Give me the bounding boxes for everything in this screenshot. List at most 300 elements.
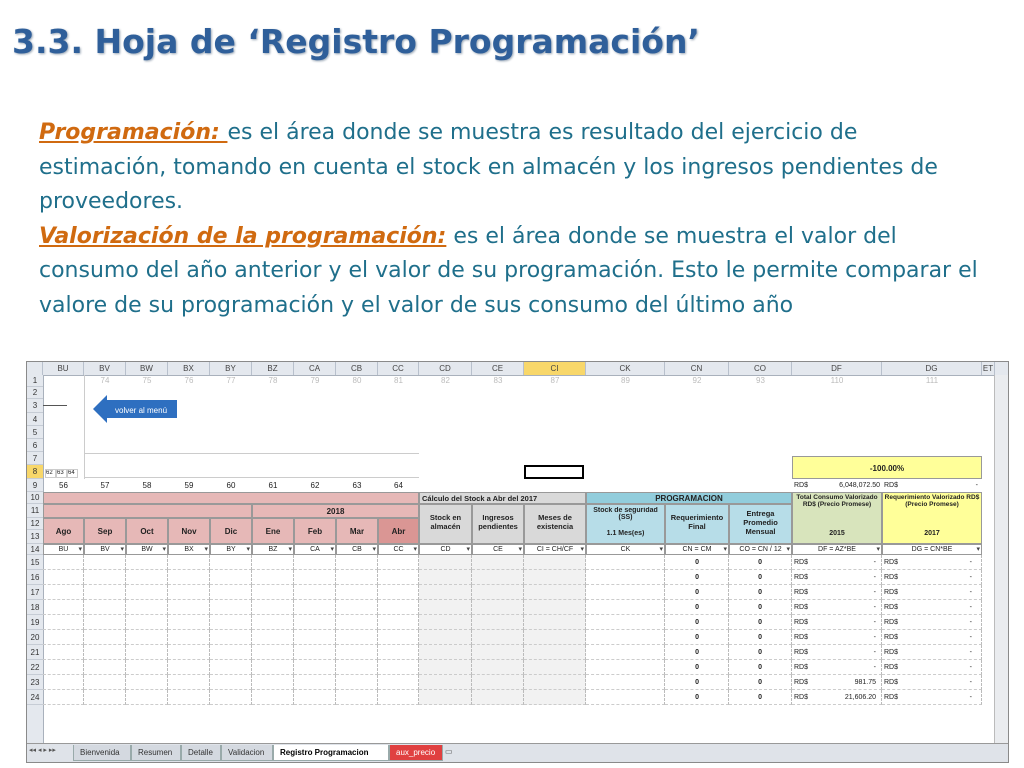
data-cell[interactable] bbox=[126, 600, 168, 615]
month-header-dic: Dic bbox=[210, 518, 252, 544]
data-cell[interactable] bbox=[126, 690, 168, 705]
data-cell[interactable] bbox=[43, 675, 84, 690]
rd-label: RD$ bbox=[794, 559, 809, 566]
requerimiento-final-header: Requerimiento Final bbox=[665, 504, 729, 544]
sheet-tabs[interactable] bbox=[27, 743, 1008, 763]
data-cell[interactable] bbox=[84, 555, 126, 570]
data-cell[interactable] bbox=[336, 585, 378, 600]
stock-seguridad-label: Stock de seguridad (SS) bbox=[593, 507, 658, 521]
data-cell[interactable] bbox=[294, 570, 336, 585]
data-cell[interactable] bbox=[210, 690, 252, 705]
row-header-21[interactable]: 21 bbox=[27, 645, 43, 660]
data-cell[interactable] bbox=[419, 615, 472, 630]
mini-label: 64 bbox=[67, 469, 78, 478]
text-programacion: es el área donde se muestra es resultado del ejercicio de estimación, tomando en cuenta el stock en almacén y los ingresos pendientes de proveedores. bbox=[39, 120, 938, 214]
data-cell[interactable] bbox=[252, 645, 294, 660]
data-cell[interactable] bbox=[419, 660, 472, 675]
row-header-19[interactable]: 19 bbox=[27, 615, 43, 630]
data-cell[interactable] bbox=[210, 630, 252, 645]
month-header-feb: Feb bbox=[294, 518, 336, 544]
data-cell[interactable] bbox=[84, 615, 126, 630]
row-header-3[interactable]: 3 bbox=[27, 399, 43, 413]
filter-cell[interactable]: BX ▾ bbox=[168, 544, 210, 555]
data-cell[interactable] bbox=[84, 570, 126, 585]
data-cell[interactable] bbox=[524, 630, 586, 645]
df-value: - bbox=[873, 649, 876, 656]
data-cell[interactable] bbox=[43, 645, 84, 660]
co-value: 0 bbox=[758, 559, 762, 566]
meses-existencia-header: Meses de existencia bbox=[524, 504, 586, 544]
row9-value: 64 bbox=[394, 481, 403, 490]
cn-value: 0 bbox=[695, 574, 699, 581]
data-cell[interactable] bbox=[336, 675, 378, 690]
filter-cell[interactable]: CC ▾ bbox=[378, 544, 419, 555]
data-cell[interactable] bbox=[524, 645, 586, 660]
data-cell[interactable] bbox=[336, 600, 378, 615]
column-header-ca[interactable]: CA bbox=[294, 362, 336, 375]
cn-value: 0 bbox=[695, 664, 699, 671]
filter-cell[interactable]: BV ▾ bbox=[84, 544, 126, 555]
month-header-ene: Ene bbox=[252, 518, 294, 544]
data-cell[interactable] bbox=[252, 690, 294, 705]
row9-value: 57 bbox=[100, 481, 110, 490]
filter-cell[interactable]: CI = CH/CF ▾ bbox=[524, 544, 586, 555]
df-value: 21,606.20 bbox=[844, 694, 876, 701]
data-cell[interactable] bbox=[336, 555, 378, 570]
row-header-5[interactable]: 5 bbox=[27, 426, 43, 439]
data-cell[interactable] bbox=[252, 675, 294, 690]
row9-value: 63 bbox=[352, 481, 362, 490]
cn-value: 0 bbox=[695, 679, 699, 686]
rd-dash: - bbox=[975, 482, 978, 489]
column-header-ck[interactable]: CK bbox=[586, 362, 665, 375]
rd-label: RD$ bbox=[794, 604, 809, 611]
column-header-by[interactable]: BY bbox=[210, 362, 252, 375]
column-number: 111 bbox=[925, 376, 939, 385]
column-number: 79 bbox=[310, 376, 320, 385]
data-cell[interactable] bbox=[294, 645, 336, 660]
row-header-11[interactable]: 11 bbox=[27, 504, 43, 518]
data-cell[interactable] bbox=[126, 675, 168, 690]
rd-label: RD$ bbox=[884, 482, 899, 489]
term-valorizacion: Valorización de la programación: bbox=[39, 223, 447, 249]
column-header-bv[interactable]: BV bbox=[84, 362, 126, 375]
df-value: 981.75 bbox=[854, 679, 876, 686]
data-cell[interactable] bbox=[43, 585, 84, 600]
data-cell[interactable] bbox=[43, 660, 84, 675]
column-number: 74 bbox=[100, 376, 110, 385]
data-cell[interactable] bbox=[524, 585, 586, 600]
column-header-bz[interactable]: BZ bbox=[252, 362, 294, 375]
row9-value: 60 bbox=[226, 481, 236, 490]
cn-value: 0 bbox=[695, 694, 699, 701]
data-cell[interactable] bbox=[419, 600, 472, 615]
sheet-tab-validacion[interactable]: Validacion bbox=[221, 745, 273, 761]
data-cell[interactable] bbox=[419, 585, 472, 600]
data-cell[interactable] bbox=[472, 615, 524, 630]
column-number: 77 bbox=[226, 376, 236, 385]
data-cell[interactable] bbox=[252, 555, 294, 570]
data-cell[interactable] bbox=[378, 585, 419, 600]
data-cell[interactable] bbox=[472, 690, 524, 705]
row-header-22[interactable]: 22 bbox=[27, 660, 43, 675]
data-cell[interactable] bbox=[84, 690, 126, 705]
data-cell[interactable] bbox=[252, 570, 294, 585]
data-cell[interactable] bbox=[84, 675, 126, 690]
rd-label: RD$ bbox=[884, 634, 899, 641]
data-cell[interactable] bbox=[472, 585, 524, 600]
column-header-bw[interactable]: BW bbox=[126, 362, 168, 375]
data-cell[interactable] bbox=[126, 570, 168, 585]
row-header-7[interactable]: 7 bbox=[27, 452, 43, 465]
column-number: 75 bbox=[142, 376, 152, 385]
row-header-16[interactable]: 16 bbox=[27, 570, 43, 585]
filter-cell[interactable]: BZ ▾ bbox=[252, 544, 294, 555]
row-header-4[interactable]: 4 bbox=[27, 413, 43, 426]
data-cell[interactable] bbox=[43, 690, 84, 705]
sheet-tab-aux_precio[interactable]: aux_precio bbox=[389, 745, 443, 761]
data-cell[interactable] bbox=[168, 615, 210, 630]
data-cell[interactable] bbox=[586, 630, 665, 645]
row-header-10[interactable]: 10 bbox=[27, 492, 43, 504]
data-cell[interactable] bbox=[210, 600, 252, 615]
data-cell[interactable] bbox=[336, 690, 378, 705]
data-cell[interactable] bbox=[586, 645, 665, 660]
rd-label: RD$ bbox=[884, 694, 899, 701]
mini-label: 63 bbox=[56, 469, 67, 478]
data-cell[interactable] bbox=[419, 555, 472, 570]
data-cell[interactable] bbox=[168, 555, 210, 570]
data-cell[interactable] bbox=[586, 660, 665, 675]
filter-cell[interactable]: CO = CN / 12 ▾ bbox=[729, 544, 792, 555]
slide-body bbox=[39, 116, 979, 323]
rd-label: RD$ bbox=[794, 694, 809, 701]
data-cell[interactable] bbox=[378, 660, 419, 675]
selected-cell[interactable] bbox=[524, 465, 584, 479]
programacion-title: PROGRAMACION bbox=[586, 492, 792, 504]
total-consumo-year: 2015 bbox=[829, 530, 845, 537]
data-cell[interactable] bbox=[419, 690, 472, 705]
cn-value: 0 bbox=[695, 589, 699, 596]
year-2018: 2018 bbox=[252, 504, 419, 518]
data-cell[interactable] bbox=[524, 690, 586, 705]
column-number: 80 bbox=[352, 376, 362, 385]
data-cell[interactable] bbox=[586, 615, 665, 630]
filter-cell[interactable]: CB ▾ bbox=[336, 544, 378, 555]
spreadsheet[interactable] bbox=[26, 361, 1009, 763]
co-value: 0 bbox=[758, 634, 762, 641]
column-header-et[interactable]: ET bbox=[982, 364, 994, 373]
data-cell[interactable] bbox=[336, 570, 378, 585]
data-cell[interactable] bbox=[210, 645, 252, 660]
tab-nav-arrows[interactable]: ◂◂ ◂ ▸ ▸▸ bbox=[29, 747, 56, 754]
column-number: 81 bbox=[394, 376, 403, 385]
dg-value: - bbox=[969, 664, 972, 671]
data-cell[interactable] bbox=[524, 675, 586, 690]
sheet-tab-resumen[interactable]: Resumen bbox=[131, 745, 181, 761]
cn-value: 0 bbox=[695, 604, 699, 611]
column-header-ci[interactable]: CI bbox=[524, 362, 586, 375]
rd-label: RD$ bbox=[884, 589, 899, 596]
column-number: 87 bbox=[550, 376, 560, 385]
data-cell[interactable] bbox=[168, 600, 210, 615]
df-value: - bbox=[873, 604, 876, 611]
row-header-9[interactable]: 9 bbox=[27, 479, 43, 492]
data-cell[interactable] bbox=[378, 555, 419, 570]
filter-cell[interactable]: BU ▾ bbox=[43, 544, 84, 555]
data-cell[interactable] bbox=[84, 645, 126, 660]
row-header-8[interactable]: 8 bbox=[27, 465, 43, 479]
data-cell[interactable] bbox=[252, 630, 294, 645]
column-header-bu[interactable]: BU bbox=[43, 362, 84, 375]
data-cell[interactable] bbox=[472, 555, 524, 570]
data-cell[interactable] bbox=[84, 660, 126, 675]
data-cell[interactable] bbox=[168, 630, 210, 645]
data-cell[interactable] bbox=[168, 660, 210, 675]
filter-cell[interactable]: CD ▾ bbox=[419, 544, 472, 555]
data-cell[interactable] bbox=[252, 660, 294, 675]
data-cell[interactable] bbox=[378, 645, 419, 660]
data-cell[interactable] bbox=[294, 555, 336, 570]
dg-value: - bbox=[969, 619, 972, 626]
month-header-nov: Nov bbox=[168, 518, 210, 544]
rd-total: 6,048,072.50 bbox=[839, 482, 880, 489]
data-cell[interactable] bbox=[43, 570, 84, 585]
back-button-label[interactable]: volver al menú bbox=[115, 406, 168, 415]
sheet-tab-detalle[interactable]: Detalle bbox=[181, 745, 221, 761]
column-number: 82 bbox=[441, 376, 450, 385]
filter-cell[interactable]: DF = AZ*BE ▾ bbox=[792, 544, 882, 555]
stock-seguridad-sub: 1.1 Mes(es) bbox=[606, 530, 645, 537]
column-number: 78 bbox=[268, 376, 278, 385]
data-cell[interactable] bbox=[378, 600, 419, 615]
data-cell[interactable] bbox=[294, 660, 336, 675]
data-cell[interactable] bbox=[524, 600, 586, 615]
data-cell[interactable] bbox=[252, 615, 294, 630]
data-cell[interactable] bbox=[378, 570, 419, 585]
data-cell[interactable] bbox=[336, 645, 378, 660]
guide-line bbox=[43, 405, 67, 406]
column-header-cn[interactable]: CN bbox=[665, 362, 729, 375]
slide-title: 3.3. Hoja de ‘Registro Programación’ bbox=[12, 22, 700, 61]
co-value: 0 bbox=[758, 694, 762, 701]
sheet-tab-registro-programacion[interactable]: Registro Programacion bbox=[273, 745, 389, 761]
df-value: - bbox=[873, 619, 876, 626]
data-cell[interactable] bbox=[84, 585, 126, 600]
row-header-13[interactable]: 13 bbox=[27, 530, 43, 544]
cn-value: 0 bbox=[695, 619, 699, 626]
data-cell[interactable] bbox=[419, 570, 472, 585]
data-cell[interactable] bbox=[168, 585, 210, 600]
filter-cell[interactable]: CN = CM ▾ bbox=[665, 544, 729, 555]
data-cell[interactable] bbox=[294, 690, 336, 705]
row-header-15[interactable]: 15 bbox=[27, 555, 43, 570]
row-header-18[interactable]: 18 bbox=[27, 600, 43, 615]
data-cell[interactable] bbox=[419, 630, 472, 645]
data-cell[interactable] bbox=[294, 615, 336, 630]
data-cell[interactable] bbox=[210, 555, 252, 570]
month-header-mar: Mar bbox=[336, 518, 378, 544]
column-headers bbox=[27, 362, 1008, 376]
data-cell[interactable] bbox=[524, 570, 586, 585]
month-header-ago: Ago bbox=[43, 518, 84, 544]
rd-label: RD$ bbox=[884, 559, 899, 566]
data-cell[interactable] bbox=[43, 600, 84, 615]
rd-label: RD$ bbox=[884, 679, 899, 686]
row-header-20[interactable]: 20 bbox=[27, 630, 43, 645]
co-value: 0 bbox=[758, 619, 762, 626]
row9-value: 56 bbox=[59, 481, 68, 490]
data-cell[interactable] bbox=[294, 630, 336, 645]
column-number: 76 bbox=[184, 376, 194, 385]
data-cell[interactable] bbox=[524, 660, 586, 675]
column-header-cd[interactable]: CD bbox=[419, 362, 472, 375]
data-cell[interactable] bbox=[472, 630, 524, 645]
rd-label: RD$ bbox=[884, 664, 899, 671]
data-cell[interactable] bbox=[524, 615, 586, 630]
filter-cell[interactable]: CK ▾ bbox=[586, 544, 665, 555]
data-cell[interactable] bbox=[43, 615, 84, 630]
rd-label: RD$ bbox=[794, 482, 809, 489]
data-cell[interactable] bbox=[126, 585, 168, 600]
data-cell[interactable] bbox=[252, 600, 294, 615]
data-cell[interactable] bbox=[378, 690, 419, 705]
data-cell[interactable] bbox=[168, 570, 210, 585]
dg-value: - bbox=[969, 559, 972, 566]
filter-cell[interactable]: BW ▾ bbox=[126, 544, 168, 555]
data-cell[interactable] bbox=[126, 615, 168, 630]
data-cell[interactable] bbox=[126, 645, 168, 660]
data-cell[interactable] bbox=[472, 570, 524, 585]
month-header-sep: Sep bbox=[84, 518, 126, 544]
row-header-2[interactable]: 2 bbox=[27, 387, 43, 399]
column-number: 110 bbox=[830, 376, 844, 385]
data-cell[interactable] bbox=[336, 630, 378, 645]
rd-label: RD$ bbox=[884, 604, 899, 611]
co-value: 0 bbox=[758, 664, 762, 671]
data-cell[interactable] bbox=[294, 675, 336, 690]
rd-label: RD$ bbox=[794, 679, 809, 686]
data-cell[interactable] bbox=[210, 570, 252, 585]
column-number: 89 bbox=[621, 376, 630, 385]
sheet-tab-bienvenida[interactable]: Bienvenida bbox=[73, 745, 131, 761]
data-cell[interactable] bbox=[336, 615, 378, 630]
data-cell[interactable] bbox=[126, 660, 168, 675]
data-cell[interactable] bbox=[168, 675, 210, 690]
filter-cell[interactable]: BY ▾ bbox=[210, 544, 252, 555]
vertical-scrollbar[interactable] bbox=[994, 375, 1008, 743]
cn-value: 0 bbox=[695, 649, 699, 656]
data-cell[interactable] bbox=[43, 555, 84, 570]
data-cell[interactable] bbox=[378, 615, 419, 630]
row-header-23[interactable]: 23 bbox=[27, 675, 43, 690]
co-value: 0 bbox=[758, 589, 762, 596]
column-header-dg[interactable]: DG bbox=[882, 362, 982, 375]
cn-value: 0 bbox=[695, 559, 699, 566]
data-cell[interactable] bbox=[43, 630, 84, 645]
data-cell[interactable] bbox=[84, 630, 126, 645]
data-cell[interactable] bbox=[210, 660, 252, 675]
guide-line bbox=[84, 477, 419, 478]
column-header-co[interactable]: CO bbox=[729, 362, 792, 375]
data-cell[interactable] bbox=[84, 600, 126, 615]
column-header-cb[interactable]: CB bbox=[336, 362, 378, 375]
column-header-df[interactable]: DF bbox=[792, 362, 882, 375]
data-cell[interactable] bbox=[168, 690, 210, 705]
data-cell[interactable] bbox=[126, 555, 168, 570]
data-cell[interactable] bbox=[210, 615, 252, 630]
row-header-6[interactable]: 6 bbox=[27, 439, 43, 452]
paragraph-valorizacion bbox=[39, 220, 979, 324]
column-header-bx[interactable]: BX bbox=[168, 362, 210, 375]
month-header-oct: Oct bbox=[126, 518, 168, 544]
data-cell[interactable] bbox=[586, 570, 665, 585]
rd-label: RD$ bbox=[794, 649, 809, 656]
data-cell[interactable] bbox=[378, 630, 419, 645]
data-cell[interactable] bbox=[210, 585, 252, 600]
data-cell[interactable] bbox=[336, 660, 378, 675]
data-cell[interactable] bbox=[524, 555, 586, 570]
data-cell[interactable] bbox=[294, 600, 336, 615]
column-header-cc[interactable]: CC bbox=[378, 362, 419, 375]
data-cell[interactable] bbox=[472, 645, 524, 660]
data-cell[interactable] bbox=[419, 675, 472, 690]
row-header-24[interactable]: 24 bbox=[27, 690, 43, 705]
data-cell[interactable] bbox=[586, 585, 665, 600]
row-header-12[interactable]: 12 bbox=[27, 518, 43, 530]
df-value: - bbox=[873, 589, 876, 596]
data-cell[interactable] bbox=[126, 630, 168, 645]
paragraph-programacion bbox=[39, 116, 979, 220]
data-cell[interactable] bbox=[586, 600, 665, 615]
dg-value: - bbox=[969, 679, 972, 686]
row-header-17[interactable]: 17 bbox=[27, 585, 43, 600]
data-cell[interactable] bbox=[586, 555, 665, 570]
data-cell[interactable] bbox=[419, 645, 472, 660]
dg-value: - bbox=[969, 694, 972, 701]
row9-value: 61 bbox=[268, 481, 278, 490]
row-header-1[interactable]: 1 bbox=[27, 375, 43, 387]
add-sheet-icon[interactable]: ▭ bbox=[445, 747, 453, 756]
total-consumo-label: Total Consumo Valorizado RD$ (Precio Promese) bbox=[796, 494, 878, 508]
data-cell[interactable] bbox=[378, 675, 419, 690]
data-cell[interactable] bbox=[294, 585, 336, 600]
rd-label: RD$ bbox=[884, 574, 899, 581]
column-header-ce[interactable]: CE bbox=[472, 362, 524, 375]
ingresos-pendientes-header: Ingresos pendientes bbox=[472, 504, 524, 544]
data-cell[interactable] bbox=[472, 660, 524, 675]
column-number: 92 bbox=[692, 376, 702, 385]
df-value: - bbox=[873, 634, 876, 641]
filter-cell[interactable]: CE ▾ bbox=[472, 544, 524, 555]
data-cell[interactable] bbox=[586, 675, 665, 690]
data-cell[interactable] bbox=[210, 675, 252, 690]
data-cell[interactable] bbox=[472, 675, 524, 690]
data-cell[interactable] bbox=[586, 690, 665, 705]
df-value: - bbox=[873, 574, 876, 581]
row9-value: 59 bbox=[184, 481, 194, 490]
data-cell[interactable] bbox=[472, 600, 524, 615]
guide-line bbox=[84, 453, 419, 454]
dg-value: - bbox=[969, 574, 972, 581]
rd-label: RD$ bbox=[794, 664, 809, 671]
filter-cell[interactable]: CA ▾ bbox=[294, 544, 336, 555]
filter-cell[interactable]: DG = CN*BE ▾ bbox=[882, 544, 982, 555]
dg-value: - bbox=[969, 649, 972, 656]
row-header-14[interactable]: 14 bbox=[27, 544, 43, 555]
data-cell[interactable] bbox=[252, 585, 294, 600]
data-cell[interactable] bbox=[168, 645, 210, 660]
